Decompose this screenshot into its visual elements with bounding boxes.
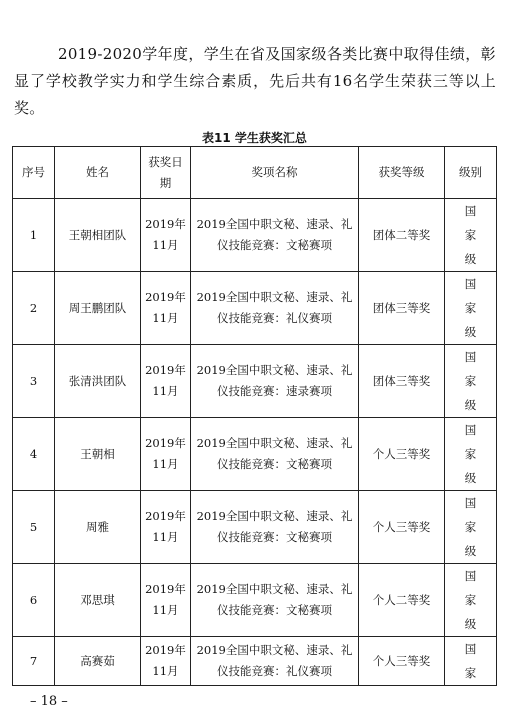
cell-name: 周雅 <box>55 491 141 564</box>
cell-grade: 个人三等奖 <box>359 491 445 564</box>
cell-grade: 个人二等奖 <box>359 564 445 637</box>
cell-award-name: 2019全国中职文秘、速录、礼仪技能竞赛：文秘赛项 <box>191 418 359 491</box>
table-row <box>13 491 497 564</box>
cell-grade: 团体三等奖 <box>359 345 445 418</box>
cell-level: 国 家 <box>445 637 497 686</box>
cell-date: 2019年11月 <box>141 418 191 491</box>
col-header-index: 序号 <box>13 147 55 199</box>
cell-name: 邓思琪 <box>55 564 141 637</box>
table-row <box>13 199 497 272</box>
cell-level: 国 家 级 <box>445 199 497 272</box>
cell-index: 4 <box>13 418 55 491</box>
cell-date: 2019年11月 <box>141 491 191 564</box>
table-row <box>13 345 497 418</box>
cell-date: 2019年11月 <box>141 345 191 418</box>
cell-name: 张清洪团队 <box>55 345 141 418</box>
cell-award-name: 2019全国中职文秘、速录、礼仪技能竞赛：礼仪赛项 <box>191 272 359 345</box>
table-row <box>13 564 497 637</box>
table-caption: 表11 学生获奖汇总 <box>202 131 307 145</box>
cell-date: 2019年11月 <box>141 564 191 637</box>
cell-level: 国 家 级 <box>445 491 497 564</box>
cell-name: 高赛茹 <box>55 637 141 686</box>
col-header-level: 级别 <box>445 147 497 199</box>
intro-paragraph: 2019-2020学年度，学生在省及国家级各类比赛中取得佳绩，彰显了学校教学实力和学生综合素质，先后共有16名学生荣获三等以上奖。 <box>14 45 496 117</box>
cell-grade: 个人三等奖 <box>359 418 445 491</box>
cell-award-name: 2019全国中职文秘、速录、礼仪技能竞赛：速录赛项 <box>191 345 359 418</box>
table-header-row <box>13 147 497 199</box>
cell-name: 王朝相 <box>55 418 141 491</box>
cell-level: 国 家 级 <box>445 418 497 491</box>
cell-index: 6 <box>13 564 55 637</box>
table-row <box>13 418 497 491</box>
col-header-award: 奖项名称 <box>191 147 359 199</box>
col-header-grade: 获奖等级 <box>359 147 445 199</box>
cell-grade: 团体二等奖 <box>359 199 445 272</box>
cell-index: 5 <box>13 491 55 564</box>
cell-name: 王朝相团队 <box>55 199 141 272</box>
table-row <box>13 272 497 345</box>
cell-level: 国 家 级 <box>445 272 497 345</box>
cell-index: 3 <box>13 345 55 418</box>
cell-date: 2019年11月 <box>141 637 191 686</box>
cell-grade: 个人三等奖 <box>359 637 445 686</box>
cell-date: 2019年11月 <box>141 272 191 345</box>
cell-award-name: 2019全国中职文秘、速录、礼仪技能竞赛：礼仪赛项 <box>191 637 359 686</box>
table-row <box>13 637 497 686</box>
cell-index: 1 <box>13 199 55 272</box>
table-body <box>13 199 497 686</box>
cell-name: 周王鹏团队 <box>55 272 141 345</box>
cell-index: 2 <box>13 272 55 345</box>
page-number: – 18 – <box>30 694 68 709</box>
col-header-name: 姓名 <box>55 147 141 199</box>
cell-award-name: 2019全国中职文秘、速录、礼仪技能竞赛：文秘赛项 <box>191 564 359 637</box>
col-header-date: 获奖日期 <box>141 147 191 199</box>
cell-level: 国 家 级 <box>445 564 497 637</box>
cell-index: 7 <box>13 637 55 686</box>
cell-date: 2019年11月 <box>141 199 191 272</box>
cell-award-name: 2019全国中职文秘、速录、礼仪技能竞赛：文秘赛项 <box>191 491 359 564</box>
cell-award-name: 2019全国中职文秘、速录、礼仪技能竞赛：文秘赛项 <box>191 199 359 272</box>
cell-level: 国 家 级 <box>445 345 497 418</box>
cell-grade: 团体三等奖 <box>359 272 445 345</box>
awards-table <box>12 146 497 686</box>
